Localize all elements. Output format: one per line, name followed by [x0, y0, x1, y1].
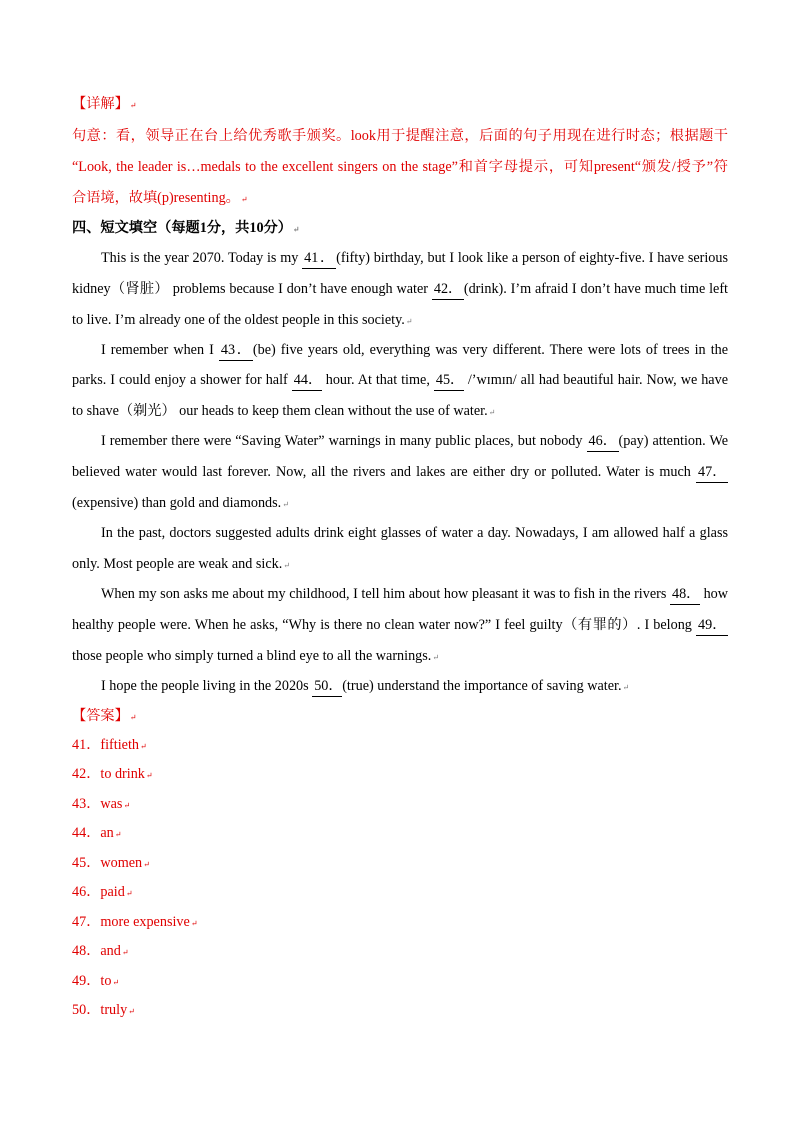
passage-text: (pay) attention. We [618, 433, 728, 449]
passage-text: (be) five years old, everything was very different. There were lots of trees in the [252, 342, 729, 358]
passage-text: believed water would last forever. Now, all the rivers and lakes are either dry or polluted. Water is much [72, 464, 691, 480]
blank-43[interactable]: 43． [219, 340, 253, 361]
passage-text: (drink). I’m afraid I don’t have much time left [463, 281, 728, 297]
answer-item: 46．paid↵ [72, 884, 133, 900]
blank-48[interactable]: 48． [670, 584, 700, 605]
section-title-line: 四、短文填空（每题1分，共10分）↵ [72, 220, 300, 236]
blank-45[interactable]: 45． [434, 370, 464, 391]
answer-item: 41．fiftieth↵ [72, 737, 147, 753]
passage-line [72, 370, 728, 391]
answer-item: 50．truly↵ [72, 1002, 135, 1018]
passage-text: kidney（肾脏） problems because I don’t have enough water [72, 281, 428, 297]
answer-text: 46．paid [72, 884, 125, 900]
answer-item: 42．to drink↵ [72, 766, 153, 782]
explain-paragraph-line-3: 合语境，故填(p)resenting。↵ [72, 190, 248, 206]
blank-47[interactable]: 47． [696, 462, 728, 483]
passage-line: to shave（剃光） our heads to keep them clean without the use of water.↵ [72, 403, 496, 419]
answer-item: 44．an↵ [72, 825, 122, 841]
passage-text: This is the year 2070. Today is my [101, 250, 299, 266]
explain-paragraph-line-2 [72, 157, 728, 177]
passage-text: (fifty) birthday, but I look like a person of eighty-five. I have serious [336, 250, 729, 266]
passage-text: to shave（剃光） our heads to keep them clean without the use of water. [72, 403, 488, 419]
passage-text: In the past, doctors suggested adults drink eight glasses of water a day. Nowadays, I am allowed half a glass [101, 525, 728, 541]
passage-line [101, 431, 728, 452]
passage-text: When my son asks me about my childhood, I tell him about how pleasant it was to fish in the rivers [101, 586, 667, 602]
answer-text: 44．an [72, 825, 114, 841]
answer-item: 48．and↵ [72, 943, 129, 959]
explain-header: 【详解】 [72, 96, 129, 112]
answer-text: 42．to drink [72, 766, 145, 782]
passage-text: I remember there were “Saving Water” warnings in many public places, but nobody [101, 433, 583, 449]
blank-44[interactable]: 44． [292, 370, 322, 391]
answer-text: 43．was [72, 796, 123, 812]
passage-text: I hope the people living in the 2020s [101, 678, 309, 694]
passage-text: to live. I’m already one of the oldest people in this society. [72, 312, 405, 328]
answer-item: 49．to↵ [72, 973, 120, 989]
explain-text-1: 句意：看，领导正在台上给优秀歌手颁奖。look用于提醒注意，后面的句子用现在进行时态；根据题干 [72, 128, 728, 144]
passage-text: (expensive) than gold and diamonds. [72, 495, 282, 511]
answer-item: 47．more expensive↵ [72, 914, 198, 930]
passage-text: those people who simply turned a blind eye to all the warnings. [72, 648, 432, 664]
answer-item: 43．was↵ [72, 796, 131, 812]
passage-line [72, 279, 728, 300]
answers-header-line: 【答案】↵ [72, 708, 137, 724]
explain-text-3: 合语境，故填(p)resenting。 [72, 190, 240, 206]
passage-text: parks. I could enjoy a shower for half [72, 372, 288, 388]
passage-text: /’wɪmɪn/ all had beautiful hair. Now, we have [463, 372, 728, 388]
answer-text: 47．more expensive [72, 914, 190, 930]
passage-text: how [699, 586, 729, 602]
passage-line [101, 340, 728, 361]
passage-line [72, 615, 728, 636]
passage-line: only. Most people are weak and sick.↵ [72, 556, 290, 572]
passage-line: (expensive) than gold and diamonds.↵ [72, 495, 289, 511]
answers-header: 【答案】 [72, 708, 129, 724]
section-title: 四、短文填空（每题1分，共10分） [72, 220, 292, 236]
answer-text: 50．truly [72, 1002, 128, 1018]
explain-header-line: 【详解】↵ [72, 96, 137, 112]
passage-line [72, 462, 728, 483]
answer-text: 45．women [72, 855, 143, 871]
explain-paragraph-line-1 [72, 126, 728, 146]
passage-line: I hope the people living in the 2020s 50．(true) understand the importance of saving water.↵ [101, 676, 728, 698]
blank-41[interactable]: 41． [302, 248, 336, 269]
passage-line [101, 248, 728, 269]
passage-text: I remember when I [101, 342, 214, 358]
answer-item: 45．women↵ [72, 855, 150, 871]
explain-text-2: “Look, the leader is…medals to the excellent singers on the stage”和首字母提示，可知present“颁发/授予”符 [72, 159, 728, 175]
passage-text: only. Most people are weak and sick. [72, 556, 283, 572]
blank-49[interactable]: 49． [696, 615, 728, 636]
answer-text: 48．and [72, 943, 121, 959]
passage-line [101, 584, 728, 605]
passage-line [101, 523, 728, 543]
blank-42[interactable]: 42． [432, 279, 464, 300]
blank-50[interactable]: 50． [312, 676, 342, 697]
passage-text: healthy people were. When he asks, “Why is there no clean water now?” I feel guilty（有罪的）. I belong [72, 617, 692, 633]
blank-46[interactable]: 46． [587, 431, 619, 452]
passage-line: to live. I’m already one of the oldest people in this society.↵ [72, 312, 413, 328]
passage-line: those people who simply turned a blind eye to all the warnings.↵ [72, 648, 440, 664]
passage-text: (true) understand the importance of saving water. [342, 678, 622, 694]
answer-text: 41．fiftieth [72, 737, 139, 753]
passage-text: hour. At that time, [321, 372, 430, 388]
answer-text: 49．to [72, 973, 112, 989]
